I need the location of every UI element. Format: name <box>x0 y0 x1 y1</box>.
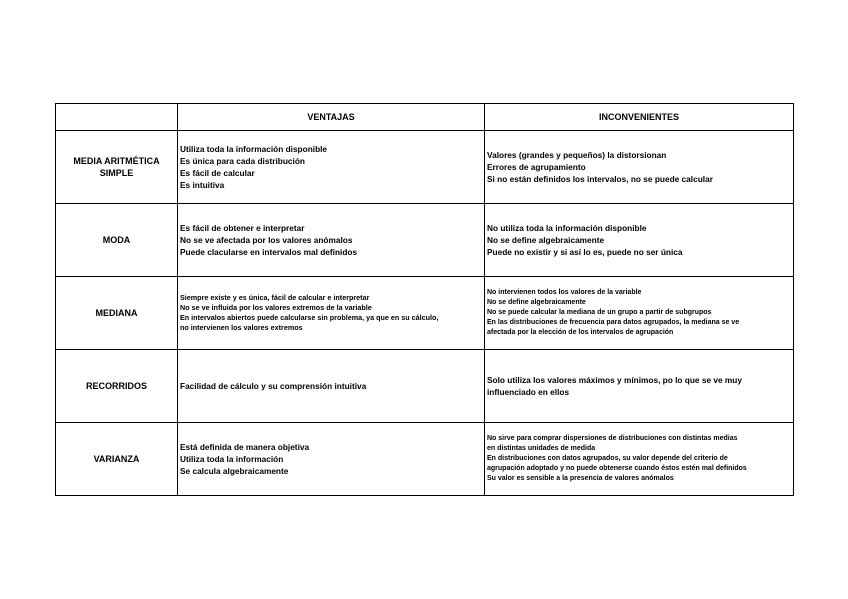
list-item: Siempre existe y es única, fácil de calcular e interpretar <box>180 293 370 302</box>
header-inconvenientes: INCONVENIENTES <box>485 104 794 131</box>
list-item: agrupación adoptado y no puede obtenerse cuando éstos estén mal definidos <box>487 465 747 472</box>
cell-inconvenientes-media <box>485 131 794 204</box>
cell-inconvenientes-recorridos <box>485 350 794 423</box>
list-item: En las distribuciones de frecuencia para datos agrupados, la mediana se ve <box>487 319 740 326</box>
list-item: No se define algebraicamente <box>487 235 605 245</box>
list-item: No intervienen todos los valores de la variable <box>487 289 642 296</box>
cell-ventajas-varianza <box>178 423 485 496</box>
list-item: Solo utiliza los valores máximos y mínimos, po lo que se ve muy <box>487 375 742 385</box>
table-row <box>56 423 794 496</box>
list-item: Su valor es sensible a la presencia de valores anómalos <box>487 475 674 482</box>
list-item: En distribuciones con datos agrupados, su valor depende del criterio de <box>487 455 728 462</box>
cell-ventajas-mediana <box>178 277 485 350</box>
table-row <box>56 131 794 204</box>
list-item: Es única para cada distribución <box>180 156 305 166</box>
cell-ventajas-recorridos <box>178 350 485 423</box>
table-row <box>56 204 794 277</box>
list-item: Utiliza toda la información <box>180 454 284 464</box>
list-item: Utiliza toda la información disponible <box>180 144 328 154</box>
list-item: influenciado en ellos <box>487 387 570 397</box>
row-label-moda: MODA <box>56 204 178 277</box>
cell-inconvenientes-moda <box>485 204 794 277</box>
list-item: Puede no existir y si así lo es, puede no ser única <box>487 247 683 257</box>
row-label-mediana: MEDIANA <box>56 277 178 350</box>
header-ventajas: VENTAJAS <box>178 104 485 131</box>
list-item: No utiliza toda la información disponible <box>487 223 647 233</box>
list-item: No se define algebraicamente <box>487 299 586 306</box>
list-item: Está definida de manera objetiva <box>180 442 310 452</box>
header-corner-cell <box>56 104 178 131</box>
list-item: Errores de agrupamiento <box>487 162 586 172</box>
list-item: No se puede calcular la mediana de un grupo a partir de subgrupos <box>487 309 712 316</box>
comparison-table <box>55 103 794 496</box>
row-label-varianza: VARIANZA <box>56 423 178 496</box>
list-item: Puede clacularse en intervalos mal definidos <box>180 247 358 257</box>
list-item: Es fácil de obtener e interpretar <box>180 223 305 233</box>
list-item: Se calcula algebraicamente <box>180 466 289 476</box>
list-item: Si no están definidos los intervalos, no se puede calcular <box>487 174 713 184</box>
list-item: afectada por la elección de los intervalos de agrupación <box>487 329 674 336</box>
list-item: Facilidad de cálculo y su comprensión intuitiva <box>180 381 367 391</box>
list-item: Es fácil de calcular <box>180 168 255 178</box>
table-row <box>56 350 794 423</box>
list-item: No sirve para comprar dispersiones de distribuciones con distintas medias <box>487 435 738 442</box>
cell-inconvenientes-mediana <box>485 277 794 350</box>
list-item: En intervalos abiertos puede calcularse sin problema, ya que en su cálculo, <box>180 313 439 322</box>
table-row <box>56 277 794 350</box>
list-item: No se ve afectada por los valores anómalos <box>180 235 353 245</box>
list-item: No se ve influida por los valores extremos de la variable <box>180 303 372 312</box>
cell-ventajas-media <box>178 131 485 204</box>
row-label-recorridos: RECORRIDOS <box>56 350 178 423</box>
list-item: Es intuitiva <box>180 180 225 190</box>
header-row <box>56 104 794 131</box>
list-item: en distintas unidades de medida <box>487 445 596 452</box>
cell-inconvenientes-varianza <box>485 423 794 496</box>
cell-ventajas-moda <box>178 204 485 277</box>
list-item: Valores (grandes y pequeños) la distorsionan <box>487 150 667 160</box>
row-label-media: MEDIA ARITMÉTICA SIMPLE <box>56 131 178 204</box>
list-item: no intervienen los valores extremos <box>180 323 303 332</box>
